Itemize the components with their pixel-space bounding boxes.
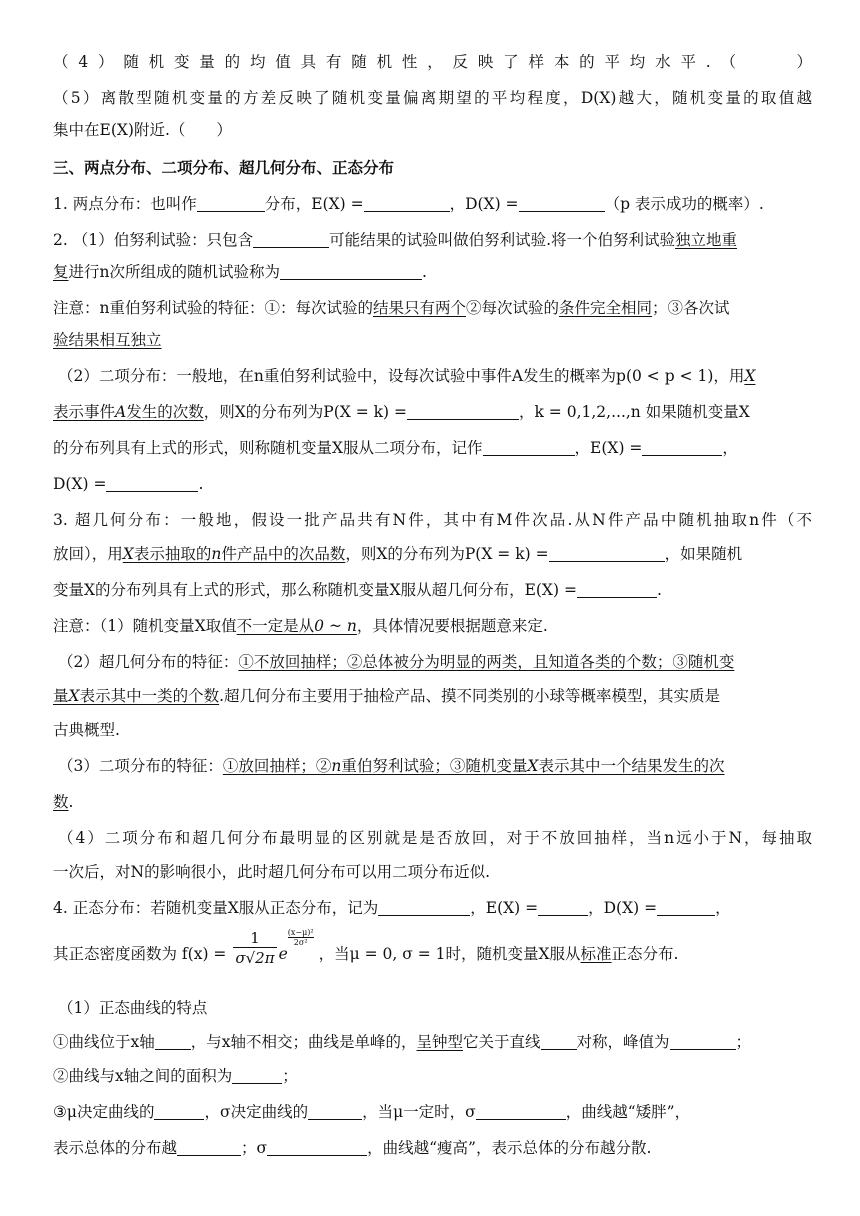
text: ②曲线与x轴之间的面积为 [53,1067,233,1085]
text: 古典概型. [53,721,120,739]
text: （4）二项分布和超几何分布最明显的区别就是是否放回，对于不放回抽样，当n远小于N，每抽取 [58,829,812,847]
blank [541,1034,577,1050]
binomial-definition [58,366,812,386]
underlined-text: ①不放回抽样；②总体被分为明显的两类，且知道各类的个数；③随机变 [238,653,735,671]
bernoulli-note-cont [53,330,812,350]
text: （p 表示成功的概率）. [604,195,764,213]
normal-curve-feature-1 [53,1032,812,1052]
binomial-variance [53,474,812,494]
text: ，则X的分布列为P(X = k) = [345,545,549,563]
blank [106,476,198,492]
hypergeometric-definition-cont [53,544,812,564]
item-4-statement [53,52,812,72]
text: ； [735,1033,752,1051]
binomial-features-cont [53,792,812,812]
binomial-features [58,756,812,776]
text: ，当μ = 0, σ = 1时，随机变量X服从 [318,945,581,963]
text: 注意：（1）随机变量X取值 [53,617,237,635]
underlined-text: 不一定是从 [236,617,315,635]
exponent-numerator: (x−μ)² [287,928,314,937]
section-heading [53,158,812,178]
underlined-text: 结果只有两个 [372,299,466,317]
blank [407,404,519,420]
text: 对称，峰值为 [576,1033,670,1051]
underlined-text: 发生的次数 [126,403,204,421]
exponent-denominator: 2σ² [288,937,314,947]
underlined-text: 结果相互独立 [68,331,162,349]
underlined-text: n [211,545,222,563]
text: . [656,581,662,599]
blank [197,196,265,212]
binomial-definition-cont2 [53,438,812,458]
blank [378,900,470,916]
blank [154,1104,204,1120]
text: （5）离散型随机变量的方差反映了随机变量偏离期望的平均程度，D(X)越大，随机变量的取值越 [53,89,812,107]
underlined-text: 标准 [580,945,612,963]
binomial-vs-hypergeometric-cont [53,862,812,882]
text: ， [722,439,738,457]
text: 1. 两点分布：也叫作 [53,195,197,213]
text: 正态分布. [611,945,679,963]
text: ；σ [241,1139,268,1157]
text: . [68,793,74,811]
normal-curve-feature-3 [53,1102,812,1122]
blank [232,1068,282,1084]
text: 表示总体的分布越 [53,1139,178,1157]
blank [519,196,605,212]
text: ①曲线位于x轴 [53,1033,155,1051]
blank [642,440,722,456]
text: 它关于直线 [463,1033,541,1051]
blank [267,1140,367,1156]
text: 分布，E(X) = [264,195,364,213]
hypergeometric-features-cont [53,686,812,706]
text: ，曲线越“矮胖”， [565,1103,691,1121]
item-5-statement [53,88,812,108]
hypergeometric-features [58,652,812,672]
underlined-text: 0 ~ n [314,617,357,635]
text: ，具体情况要根据题意来定. [356,617,548,635]
bernoulli-note [53,298,812,318]
hypergeometric-definition [53,510,812,530]
text: ，曲线越“瘦高”，表示总体的分布越分散. [367,1139,652,1157]
underlined-text: 重伯努利试验；③随机变量 [341,757,528,775]
text: ②每次试验的 [466,299,560,317]
underlined-text: 量 [53,687,69,705]
text: ，当μ一定时，σ [362,1103,476,1121]
normal-density-function [53,928,812,968]
text: （3）二项分布的特征： [58,757,223,775]
text: ，D(X) = [588,899,658,917]
underlined-text: 表示其中一个结果发生的次 [538,757,725,775]
blank [549,546,665,562]
text: ， [715,899,731,917]
fraction-numerator: 1 [250,928,260,947]
heading-text: 三、两点分布、二项分布、超几何分布、正态分布 [53,158,395,177]
underlined-text: 件产品中的次品数 [221,545,346,563]
underlined-text: X [744,367,756,385]
blank [177,1140,241,1156]
underlined-text: 表示抽取的 [133,545,212,563]
normal-curve-feature-3-cont [53,1138,812,1158]
blank [308,1104,362,1120]
text: （1）正态曲线的特点 [58,999,208,1017]
hypergeometric-features-cont2 [53,720,812,740]
text: ，σ决定曲线的 [204,1103,309,1121]
normal-curve-feature-2 [53,1066,812,1086]
underlined-text: n [331,757,342,775]
blank [155,1034,191,1050]
blank [657,900,715,916]
text: 其正态密度函数为 f(x) = [53,945,227,963]
text: 注意：n重伯努利试验的特征：①：每次试验的 [53,299,373,317]
text: . [422,263,427,281]
underlined-text: 复 [53,263,69,281]
text: 4. 正态分布：若随机变量X服从正态分布，记为 [53,899,379,917]
text: ，与x轴不相交；曲线是单峰的， [190,1033,417,1051]
text: ③μ决定曲线的 [53,1103,155,1121]
blank [280,264,422,280]
underlined-text: X [68,687,80,705]
binomial-definition-cont [53,402,812,422]
text: .超几何分布主要用于抽检产品、摸不同类别的小球等概率模型，其实质是 [219,687,721,705]
text: ； [282,1067,298,1085]
hypergeometric-note-1 [53,616,812,636]
text: （4）随机变量的均值具有随机性，反映了样本的平均水平.（ ） [53,53,812,71]
two-point-distribution [53,194,812,214]
exp-base: e [278,945,288,963]
blank [670,1034,736,1050]
hypergeometric-definition-cont2 [53,580,812,600]
blank [476,1104,566,1120]
underlined-text: X [122,545,134,563]
exponent-fraction [288,928,314,947]
underlined-text: 呈钟型 [416,1033,464,1051]
underlined-text: 数 [53,793,69,811]
normal-distribution [53,898,812,918]
text: ，k = 0,1,2,...,n 如果随机变量X [518,403,750,421]
blank [364,196,450,212]
text: 变量X的分布列具有上式的形式，那么称随机变量X服从超几何分布，E(X) = [53,581,577,599]
density-fraction [233,929,276,968]
text: （2）超几何分布的特征： [58,653,239,671]
binomial-vs-hypergeometric [58,828,812,848]
text: 放回），用 [53,545,123,563]
text: 集中在E(X)附近.（ ） [53,121,232,139]
underlined-text: X [527,757,539,775]
text: . [198,475,204,493]
text: ；③各次试 [652,299,730,317]
underlined-text: A [115,403,127,421]
blank [577,582,657,598]
text: ，D(X) = [449,195,519,213]
blank [483,440,575,456]
underlined-text: ①放回抽样；② [222,757,332,775]
text: 3. 超几何分布：一般地，假设一批产品共有N件，其中有M件次品.从N件产品中随机抽取n件（不 [53,511,812,529]
text: ，则X的分布列为P(X = k) = [203,403,407,421]
bernoulli-trial [53,230,812,250]
text: ，E(X) = [470,899,539,917]
text: ，E(X) = [574,439,643,457]
text: 可能结果的试验叫做伯努利试验.将一个伯努利试验 [329,231,676,249]
text: 2. （1）伯努利试验：只包含 [53,231,254,249]
item-5-statement-cont [53,120,812,140]
text: 一次后，对N的影响很小，此时超几何分布可以用二项分布近似. [53,863,490,881]
text: 进行n次所组成的随机试验称为 [68,263,280,281]
blank [253,232,329,248]
text: D(X) = [53,475,107,493]
fraction-denominator: σ√2π [235,948,275,967]
underlined-text: 表示其中一类的个数 [79,687,220,705]
text: （2）二项分布：一般地，在n重伯努利试验中，设每次试验中事件A发生的概率为p(0 < p < 1)，用 [58,367,745,385]
underlined-text: 验 [53,331,69,349]
normal-curve-heading [58,998,812,1018]
blank [538,900,588,916]
text: 的分布列具有上式的形式，则称随机变量X服从二项分布，记作 [53,439,483,457]
bernoulli-trial-cont [53,262,812,282]
underlined-text: 条件完全相同 [559,299,653,317]
underlined-text: 独立地重 [675,231,738,249]
text: ，如果随机 [664,545,743,563]
underlined-text: 表示事件 [53,403,116,421]
